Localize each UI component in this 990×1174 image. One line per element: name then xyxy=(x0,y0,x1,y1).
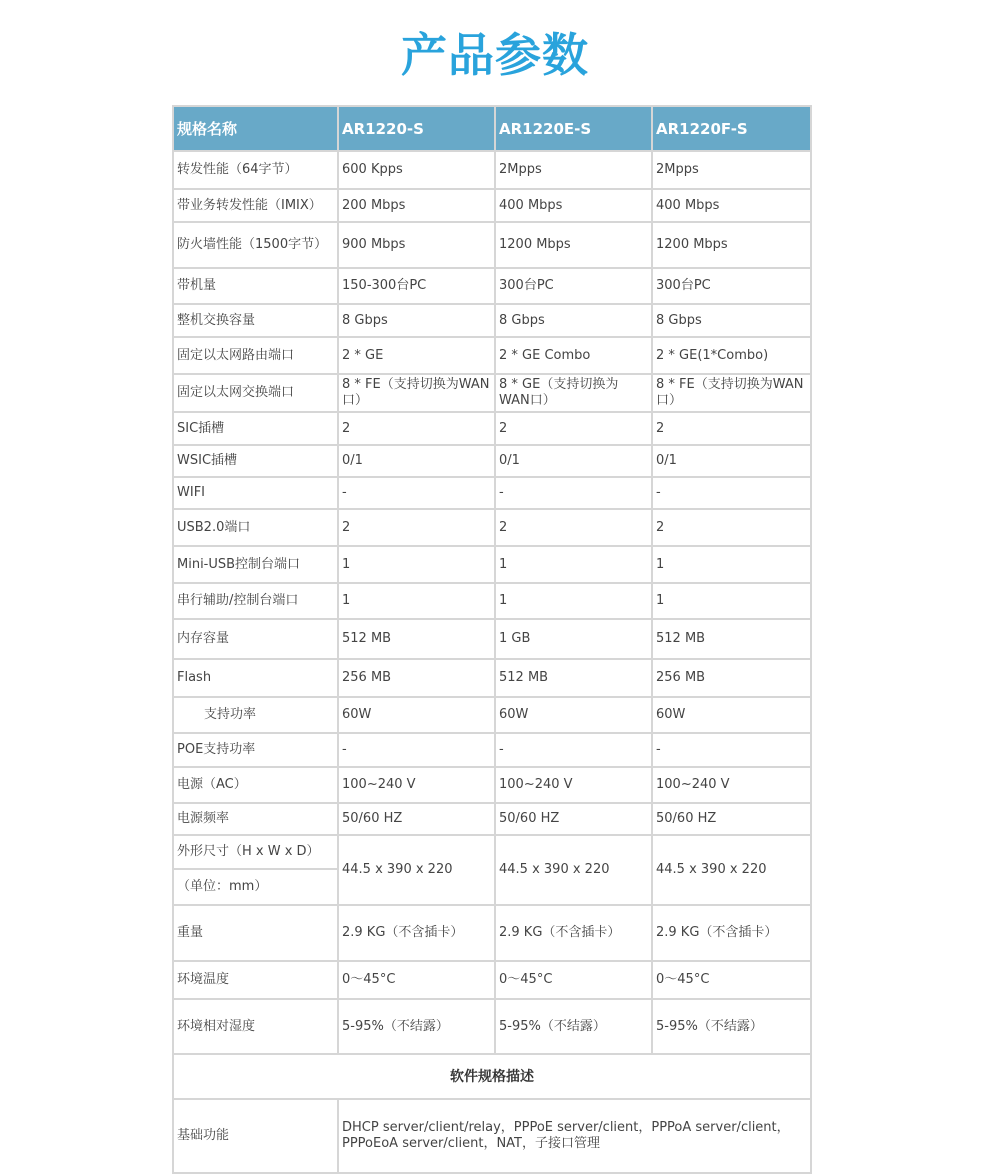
row-value: 2 xyxy=(495,509,652,546)
row-value: 5-95%（不结露） xyxy=(495,999,652,1054)
row-value: 50/60 HZ xyxy=(338,803,495,835)
table-row xyxy=(173,659,811,697)
row-value: 8 Gbps xyxy=(495,304,652,337)
row-value: - xyxy=(338,477,495,509)
row-value: 0～45°C xyxy=(652,961,811,999)
row-value: 1200 Mbps xyxy=(652,222,811,268)
table-row xyxy=(173,151,811,189)
row-label: 环境温度 xyxy=(173,961,338,999)
row-label: POE支持功率 xyxy=(173,733,338,767)
table-row xyxy=(173,445,811,477)
table-row xyxy=(173,374,811,412)
table-row xyxy=(173,304,811,337)
row-value: 44.5 x 390 x 220 xyxy=(338,835,495,905)
table-row xyxy=(173,733,811,767)
row-value: 1 GB xyxy=(495,619,652,659)
row-value: - xyxy=(338,733,495,767)
header-cell-model: AR1220F-S xyxy=(652,106,811,151)
table-row xyxy=(173,189,811,222)
row-label: 带业务转发性能（IMIX） xyxy=(173,189,338,222)
row-value: 2 xyxy=(652,509,811,546)
row-label: 电源（AC） xyxy=(173,767,338,803)
row-value: 2 * GE Combo xyxy=(495,337,652,374)
row-label: 串行辅助/控制台端口 xyxy=(173,583,338,619)
table-row xyxy=(173,546,811,583)
row-value: - xyxy=(495,733,652,767)
row-value: 2Mpps xyxy=(495,151,652,189)
row-value: 60W xyxy=(652,697,811,733)
table-header-row xyxy=(173,106,811,151)
row-value: 512 MB xyxy=(495,659,652,697)
row-label: 电源频率 xyxy=(173,803,338,835)
row-label: WSIC插槽 xyxy=(173,445,338,477)
row-value: 8 * GE（支持切换为WAN口） xyxy=(495,374,652,412)
row-label: WIFI xyxy=(173,477,338,509)
table-row xyxy=(173,803,811,835)
row-value: 1 xyxy=(495,546,652,583)
row-value: 256 MB xyxy=(652,659,811,697)
table-row xyxy=(173,697,811,733)
row-value: 2 * GE(1*Combo) xyxy=(652,337,811,374)
header-cell-spec-name: 规格名称 xyxy=(173,106,338,151)
row-value: 2Mpps xyxy=(652,151,811,189)
row-value: 400 Mbps xyxy=(495,189,652,222)
table-row xyxy=(173,268,811,304)
row-label: 外形尺寸（H x W x D） xyxy=(173,835,338,869)
header-cell-model: AR1220-S xyxy=(338,106,495,151)
row-label: 整机交换容量 xyxy=(173,304,338,337)
row-value: 2 * GE xyxy=(338,337,495,374)
row-value: 1 xyxy=(652,583,811,619)
row-value: 50/60 HZ xyxy=(495,803,652,835)
row-value: 300台PC xyxy=(652,268,811,304)
row-value: 1 xyxy=(495,583,652,619)
row-value: 8 * FE（支持切换为WAN口） xyxy=(652,374,811,412)
row-value: 900 Mbps xyxy=(338,222,495,268)
row-value: 512 MB xyxy=(652,619,811,659)
row-label: 基础功能 xyxy=(173,1099,338,1173)
row-value: 400 Mbps xyxy=(652,189,811,222)
row-value: 60W xyxy=(495,697,652,733)
section-title: 软件规格描述 xyxy=(173,1054,811,1099)
table-row xyxy=(173,477,811,509)
row-value: - xyxy=(495,477,652,509)
row-label: 带机量 xyxy=(173,268,338,304)
row-value: 44.5 x 390 x 220 xyxy=(652,835,811,905)
row-value: 50/60 HZ xyxy=(652,803,811,835)
table-row xyxy=(173,337,811,374)
row-value: 1200 Mbps xyxy=(495,222,652,268)
row-value: 150-300台PC xyxy=(338,268,495,304)
row-value: - xyxy=(652,733,811,767)
table-row xyxy=(173,583,811,619)
row-value: 1 xyxy=(338,546,495,583)
row-value: 0/1 xyxy=(652,445,811,477)
row-value: DHCP server/client/relay，PPPoE server/client，PPPoA server/client，PPPoEoA server/client，NAT，子接口管理 xyxy=(338,1099,811,1173)
table-row xyxy=(173,835,811,869)
row-label: SIC插槽 xyxy=(173,412,338,445)
row-value: 2 xyxy=(338,412,495,445)
section-row xyxy=(173,1054,811,1099)
row-value: 2 xyxy=(495,412,652,445)
row-value: 512 MB xyxy=(338,619,495,659)
row-value: 200 Mbps xyxy=(338,189,495,222)
row-value: 300台PC xyxy=(495,268,652,304)
row-value: 0/1 xyxy=(338,445,495,477)
row-value: - xyxy=(652,477,811,509)
row-label: Mini-USB控制台端口 xyxy=(173,546,338,583)
row-value: 100~240 V xyxy=(652,767,811,803)
table-row xyxy=(173,767,811,803)
row-label: USB2.0端口 xyxy=(173,509,338,546)
row-label: 重量 xyxy=(173,905,338,961)
table-row xyxy=(173,1099,811,1173)
row-label: 固定以太网路由端口 xyxy=(173,337,338,374)
row-label: 环境相对湿度 xyxy=(173,999,338,1054)
row-value: 5-95%（不结露） xyxy=(652,999,811,1054)
table-row xyxy=(173,961,811,999)
row-value: 44.5 x 390 x 220 xyxy=(495,835,652,905)
row-label: （单位：mm） xyxy=(173,869,338,905)
row-label: Flash xyxy=(173,659,338,697)
row-value: 1 xyxy=(652,546,811,583)
row-value: 5-95%（不结露） xyxy=(338,999,495,1054)
table-row xyxy=(173,999,811,1054)
row-label: 转发性能（64字节） xyxy=(173,151,338,189)
row-value: 8 * FE（支持切换为WAN口） xyxy=(338,374,495,412)
row-value: 100~240 V xyxy=(338,767,495,803)
row-value: 2.9 KG（不含插卡） xyxy=(338,905,495,961)
row-value: 8 Gbps xyxy=(338,304,495,337)
table-row xyxy=(173,619,811,659)
row-value: 0～45°C xyxy=(495,961,652,999)
row-label: 支持功率 xyxy=(173,697,338,733)
row-label: 防火墙性能（1500字节） xyxy=(173,222,338,268)
table-row xyxy=(173,509,811,546)
row-value: 2 xyxy=(338,509,495,546)
table-row xyxy=(173,222,811,268)
page-title: 产品参数 xyxy=(401,28,589,82)
row-value: 2.9 KG（不含插卡） xyxy=(495,905,652,961)
row-label: 内存容量 xyxy=(173,619,338,659)
row-label: 固定以太网交换端口 xyxy=(173,374,338,412)
row-value: 100~240 V xyxy=(495,767,652,803)
row-value: 0/1 xyxy=(495,445,652,477)
row-value: 8 Gbps xyxy=(652,304,811,337)
row-value: 2.9 KG（不含插卡） xyxy=(652,905,811,961)
header-cell-model: AR1220E-S xyxy=(495,106,652,151)
row-value: 60W xyxy=(338,697,495,733)
row-value: 2 xyxy=(652,412,811,445)
row-value: 1 xyxy=(338,583,495,619)
table-row xyxy=(173,905,811,961)
table-row xyxy=(173,412,811,445)
row-value: 0～45°C xyxy=(338,961,495,999)
row-value: 600 Kpps xyxy=(338,151,495,189)
spec-table xyxy=(172,105,812,1174)
row-value: 256 MB xyxy=(338,659,495,697)
